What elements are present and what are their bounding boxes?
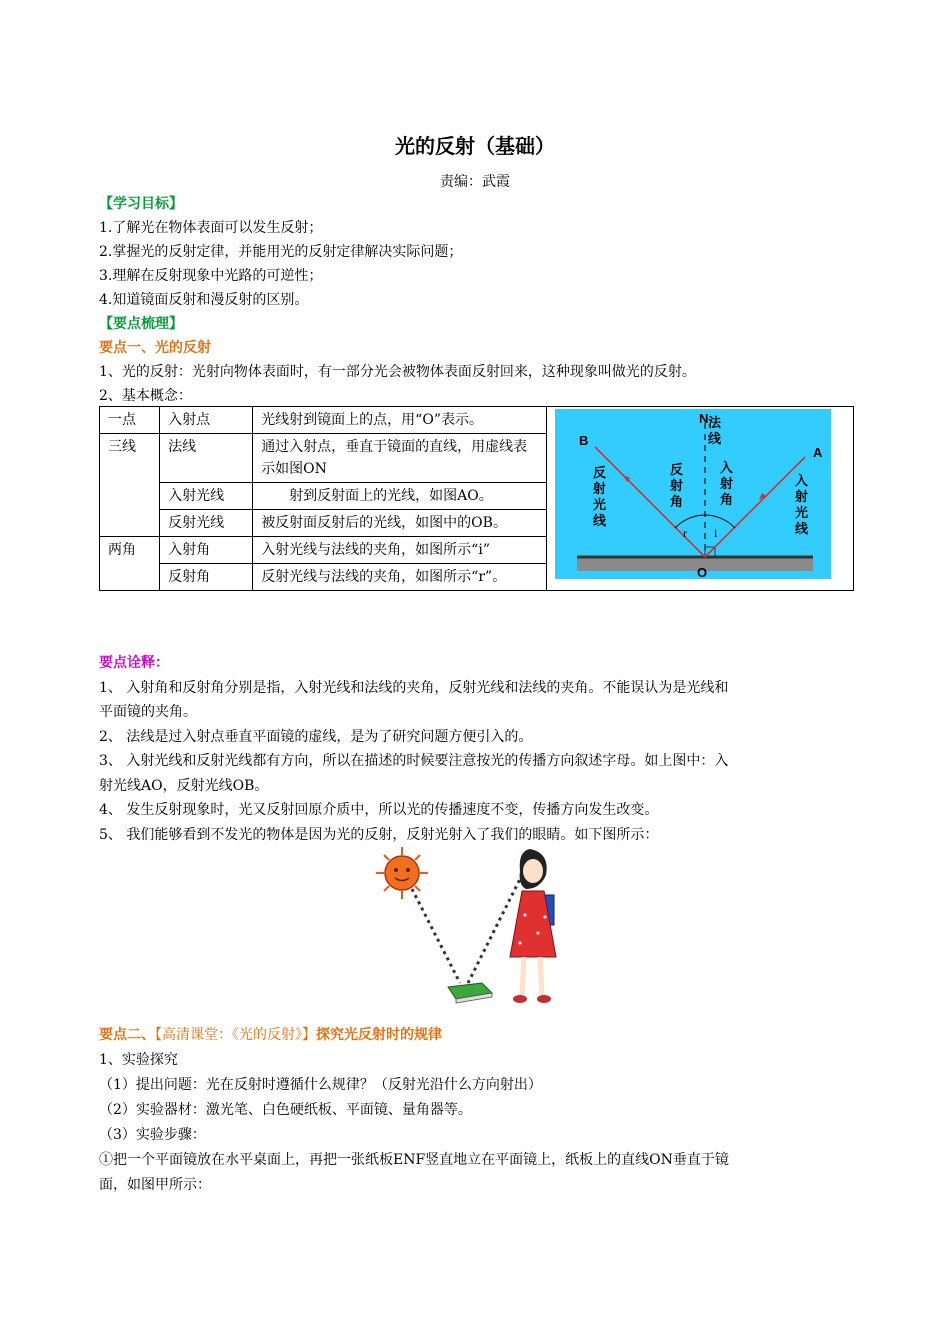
table-cell: 射到反射面上的光线，如图AO。 [253, 483, 546, 510]
point2-line: 面，如图甲所示： [99, 1177, 211, 1193]
point2-line: （2）实验器材：激光笔、白色硬纸板、平面镜、量角器等。 [99, 1102, 472, 1118]
vtext-char: 反 [669, 463, 683, 478]
point2-line: 1、实验探究 [99, 1052, 178, 1068]
label-r: r [682, 526, 687, 540]
table-cell: 法线 [160, 434, 253, 483]
table-cell: 三线 [100, 434, 160, 537]
note-line: 4、 发生反射现象时，光又反射回原介质中，所以光的传播速度不变，传播方向发生改变。 [99, 802, 659, 818]
book-icon [448, 983, 492, 1003]
table-cell: 被反射面反射后的光线，如图中的OB。 [253, 510, 546, 537]
reflection-diagram [555, 409, 831, 579]
notes-heading: 要点诠释： [99, 655, 169, 671]
sun-icon [376, 847, 428, 899]
mirror-hatching [577, 557, 813, 571]
vtext-char: 线 [592, 514, 606, 529]
concepts-table [99, 406, 854, 591]
goal-item: 3.理解在反射现象中光路的可逆性； [99, 268, 323, 284]
point2-heading [99, 1025, 442, 1045]
vtext-char: 射 [719, 477, 733, 492]
table-row [100, 407, 854, 434]
vtext-char: 射 [669, 479, 683, 494]
label-a: A [812, 445, 822, 460]
table-cell: 入射点 [160, 407, 253, 434]
normal-text-char: 法 [707, 416, 721, 431]
vtext-char: 射 [794, 490, 808, 505]
table-cell: 通过入射点，垂直于镜面的直线，用虚线表示如图ON [253, 434, 546, 483]
note-line: 平面镜的夹角。 [99, 704, 197, 720]
normal-text-char: 线 [707, 432, 721, 447]
vtext-char: 射 [592, 482, 606, 497]
note-line: 1、 入射角和反射角分别是指，入射光线和法线的夹角，反射光线和法线的夹角。不能误认为是光线和 [99, 680, 729, 696]
label-i: i [713, 526, 717, 540]
vtext-char: 反 [592, 466, 606, 481]
label-o: O [696, 565, 707, 579]
table-cell: 反射角 [160, 564, 253, 591]
point2-heading-topic: 探究光反射时的规律 [316, 1027, 442, 1043]
label-b: B [578, 433, 588, 448]
vtext-char: 线 [794, 522, 808, 537]
incident-light-path [412, 889, 460, 983]
goals-heading: 【学习目标】 [99, 196, 183, 212]
table-cell: 光线射到镜面上的点，用“O”表示。 [253, 407, 546, 434]
point1-definition: 1、光的反射：光射向物体表面时，有一部分光会被物体表面反射回来，这种现象叫做光的反射。 [99, 364, 696, 380]
label-n: N [698, 411, 708, 426]
reflected-light-path [468, 875, 522, 983]
table-cell: 两角 [100, 537, 160, 591]
page-title: 光的反射（基础） [395, 134, 555, 158]
table-cell: 入射角 [160, 537, 253, 564]
sun-book-girl-illustration [360, 845, 590, 1013]
point2-line: ①把一个平面镜放在水平桌面上，再把一张纸板ENF竖直地立在平面镜上，纸板上的直线ON垂直于镜 [99, 1152, 729, 1168]
point2-line: （1）提出问题：光在反射时遵循什么规律？（反射光沿什么方向射出） [99, 1077, 542, 1093]
table-cell: 一点 [100, 407, 160, 434]
note-line: 2、 法线是过入射点垂直平面镜的虚线，是为了研究问题方便引入的。 [99, 729, 533, 745]
table-cell: 入射光线与法线的夹角，如图所示“i” [253, 537, 546, 564]
goal-item: 4.知道镜面反射和漫反射的区别。 [99, 292, 309, 308]
point2-line: （3）实验步骤： [99, 1127, 206, 1143]
note-line: 射光线AO，反射光线OB。 [99, 778, 269, 794]
reflection-figure-cell [546, 407, 853, 591]
point1-concepts-label: 2、基本概念： [99, 388, 192, 404]
table-cell: 入射光线 [160, 483, 253, 510]
point2-heading-prefix: 要点二、 [99, 1027, 155, 1043]
note-line: 3、 入射光线和反射光线都有方向，所以在描述的时候要注意按光的传播方向叙述字母。如上图中：入 [99, 753, 729, 769]
vtext-char: 光 [592, 498, 606, 513]
girl-icon [510, 849, 556, 1003]
vtext-char: 角 [719, 493, 733, 508]
editor-line: 责编：武霞 [440, 174, 510, 190]
goal-item: 2.掌握光的反射定律，并能用光的反射定律解决实际问题； [99, 244, 463, 260]
points-heading: 【要点梳理】 [99, 316, 183, 332]
vtext-char: 角 [669, 495, 683, 510]
vtext-char: 入 [794, 474, 808, 489]
table-cell: 反射光线 [160, 510, 253, 537]
point1-heading: 要点一、光的反射 [99, 340, 211, 356]
point2-heading-link[interactable]: 【高清课堂：《光的反射》】 [155, 1027, 316, 1043]
table-cell: 反射光线与法线的夹角，如图所示“r”。 [253, 564, 546, 591]
note-line: 5、 我们能够看到不发光的物体是因为光的反射，反射光射入了我们的眼睛。如下图所示： [99, 827, 659, 843]
goal-item: 1.了解光在物体表面可以发生反射； [99, 220, 323, 236]
vtext-char: 入 [719, 461, 733, 476]
vtext-char: 光 [794, 506, 808, 521]
